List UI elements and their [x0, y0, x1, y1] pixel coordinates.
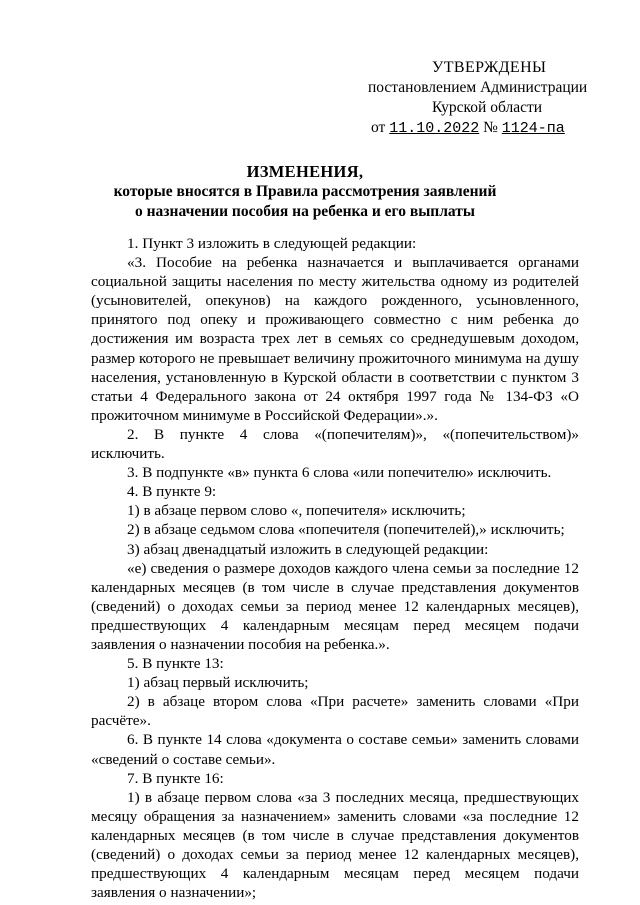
paragraph: 5. В пункте 13:	[127, 655, 224, 673]
paragraph: 3) абзац двенадцатый изложить в следующей редакции:	[127, 540, 489, 558]
paragraph: «3. Пособие на ребенка назначается и выплачивается органами социальной защиты населения по месту жительства одному из родителей (усыновителей, опекунов) на каждого рожденного, усыновленного, принятого под опеку и проживающего совместно с ним ребенка до достижения им возраста трех лет в семьях со среднедушевым доходом, размер которого не превышает величину прожиточного минимума на душу населения, установленную в Курской области в соответствии с пунктом 3 статьи 4 Федерального закона от 24 октября 1997 года № 134-ФЗ «О прожиточном минимуме в Российской Федерации».».	[91, 254, 579, 424]
paragraph: 1) в абзаце первом слова «за 3 последних месяца, предшествующих месяцу обращения за назначением» заменить словами «за последние 12 календарных месяцев (в том числе в случае представления документов (сведений) о доходах семьи за период менее 12 календарных месяцев), предшествующих 4 календарным месяцам перед месяцем подачи заявления о назначении»;	[91, 788, 579, 902]
approval-number-sign: №	[483, 119, 498, 136]
paragraph: 2. В пункте 4 слова «(попечителям)», «(попечительством)» исключить.	[91, 425, 579, 463]
approval-issuer: постановлением Администрации	[368, 79, 588, 96]
paragraph: 1) в абзаце первом слово «, попечителя» исключить;	[127, 502, 466, 520]
document-subtitle-line1: которые вносятся в Правила рассмотрения заявлений	[113, 183, 497, 200]
approval-date-line	[360, 118, 610, 139]
paragraph: 1) абзац первый исключить;	[127, 674, 309, 692]
approval-number: 1124-па	[501, 120, 565, 137]
paragraph: 4. В пункте 9:	[127, 483, 217, 501]
paragraph: «е) сведения о размере доходов каждого члена семьи за последние 12 календарных месяцев (в том числе в случае представления документов (сведений) о доходах семьи за период менее 12 календарных месяцев), предшествующих 4 календарным месяцам перед месяцем подачи заявления о назначении пособия на ребенка.».	[91, 559, 579, 653]
document-heading	[90, 162, 520, 222]
approval-date: 11.10.2022	[389, 120, 480, 137]
paragraph: 1. Пункт 3 изложить в следующей редакции:	[127, 235, 417, 252]
document-title: ИЗМЕНЕНИЯ,	[246, 162, 364, 181]
approval-stamp	[360, 58, 610, 139]
approval-from-prefix: от	[371, 119, 386, 136]
paragraph: 7. В пункте 16:	[127, 769, 224, 787]
paragraph: 2) в абзаце втором слова «При расчете» заменить словами «При расчёте».	[91, 693, 579, 730]
paragraph: 6. В пункте 14 слова «документа о составе семьи» заменить словами «сведений о составе семьи».	[91, 731, 579, 768]
approval-region: Курской области	[432, 99, 543, 116]
approval-title: УТВЕРЖДЕНЫ	[432, 59, 547, 76]
document-body	[91, 234, 579, 902]
document-subtitle-line2: о назначении пособия на ребенка и его выплаты	[135, 203, 475, 220]
paragraph: 3. В подпункте «в» пункта 6 слова «или попечителю» исключить.	[127, 464, 552, 482]
paragraph: 2) в абзаце седьмом слова «попечителя (попечителей),» исключить;	[127, 521, 565, 539]
